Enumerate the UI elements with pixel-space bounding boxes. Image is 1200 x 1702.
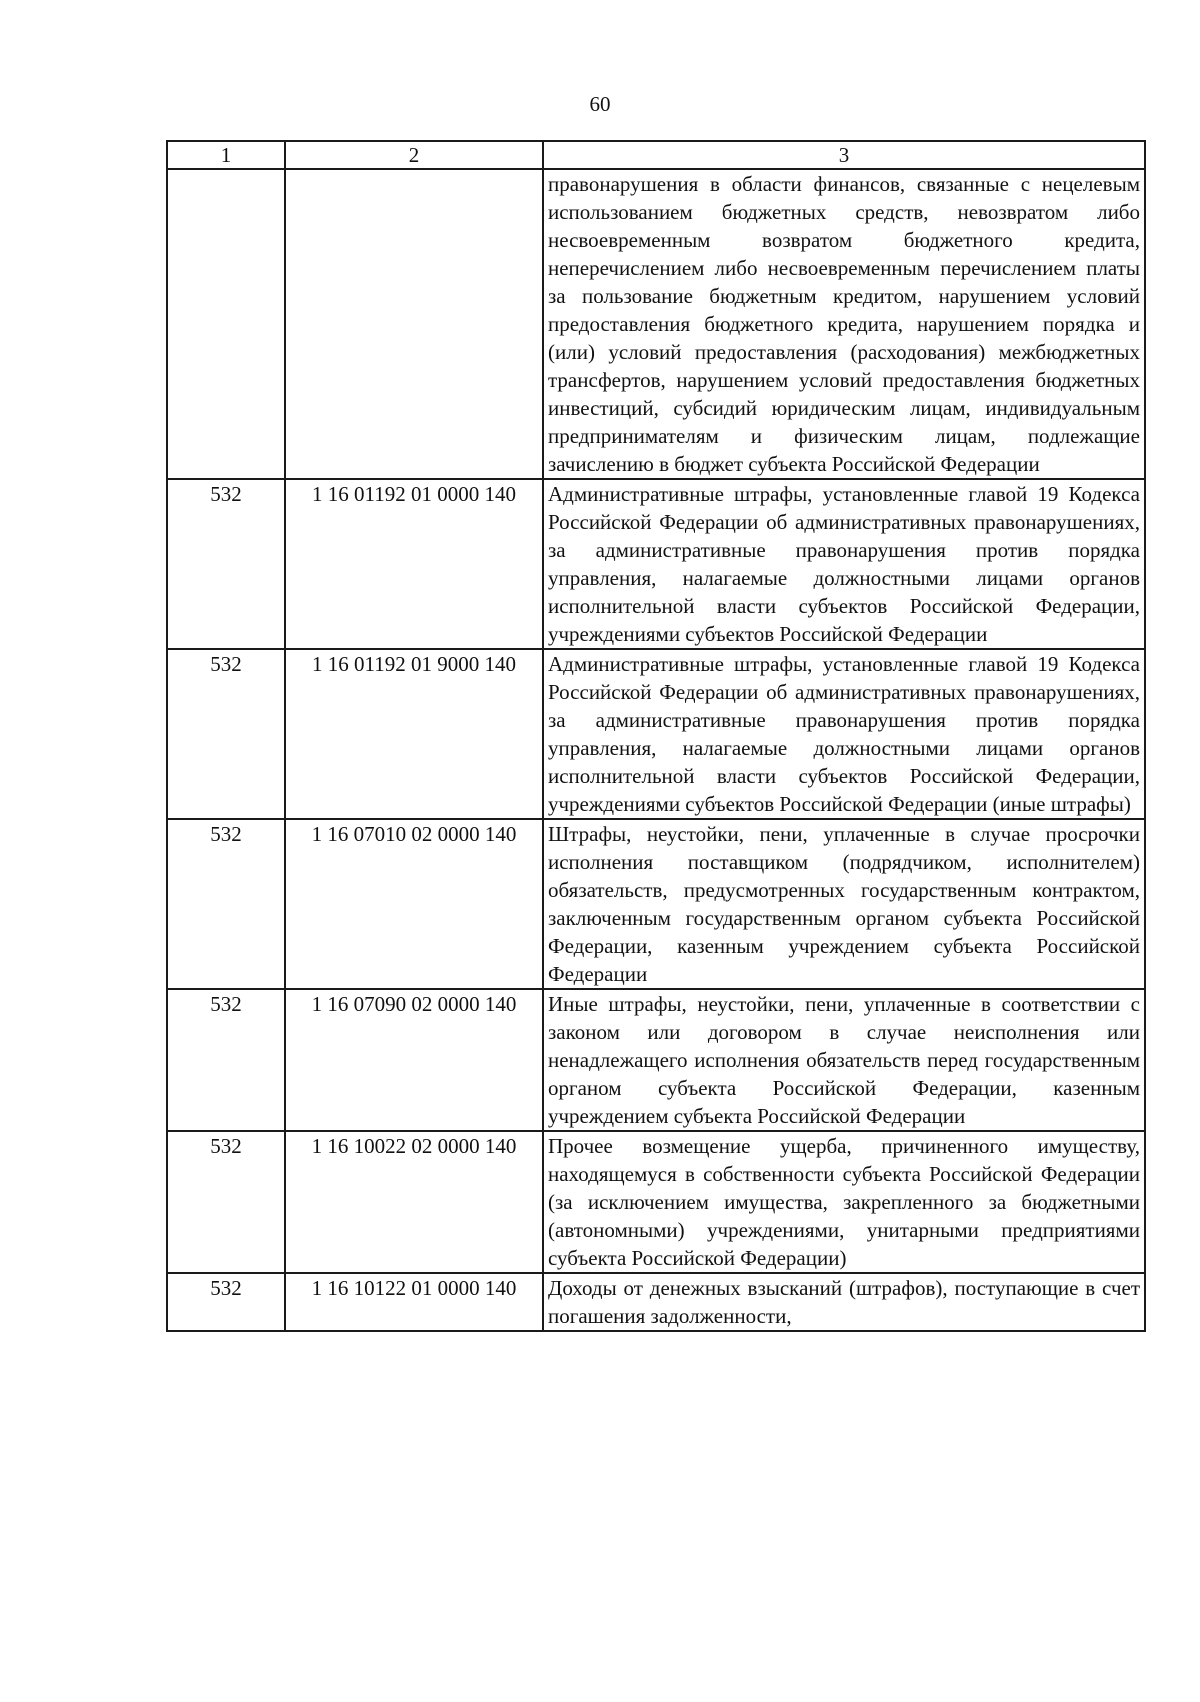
description-cell: Административные штрафы, установленные главой 19 Кодекса Российской Федерации об административных правонарушениях, за административные правонарушения против порядка управления, налагаемые должностными лицами органов исполнительной власти субъектов Российской Федерации, учреждениями субъектов Российской Федерации (иные штрафы) bbox=[543, 649, 1145, 819]
admin-cell: 532 bbox=[167, 1131, 285, 1273]
admin-cell bbox=[167, 169, 285, 479]
admin-cell: 532 bbox=[167, 819, 285, 989]
table-header-row bbox=[167, 141, 1145, 169]
description-cell bbox=[543, 1273, 1145, 1331]
code-cell: 1 16 07010 02 0000 140 bbox=[285, 819, 543, 989]
description-cell: Иные штрафы, неустойки, пени, уплаченные в соответствии с законом или договором в случае неисполнения или ненадлежащего исполнения обязательств перед государственным органом субъекта Российской Федерации, казенным учреждением субъекта Российской Федерации bbox=[543, 989, 1145, 1131]
budget-classification-table bbox=[166, 140, 1146, 1332]
table-row bbox=[167, 989, 1145, 1131]
description-cell: Штрафы, неустойки, пени, уплаченные в случае просрочки исполнения поставщиком (подрядчиком, исполнителем) обязательств, предусмотренных государственным контрактом, заключенным государственным органом субъекта Российской Федерации, казенным учреждением субъекта Российской Федерации bbox=[543, 819, 1145, 989]
description-cell: Прочее возмещение ущерба, причиненного имуществу, находящемуся в собственности субъекта Российской Федерации (за исключением имущества, закрепленного за бюджетными (автономными) учреждениями, унитарными предприятиями субъекта Российской Федерации) bbox=[543, 1131, 1145, 1273]
admin-cell: 532 bbox=[167, 479, 285, 649]
code-cell: 1 16 10122 01 0000 140 bbox=[285, 1273, 543, 1331]
table-row bbox=[167, 1131, 1145, 1273]
code-cell bbox=[285, 169, 543, 479]
description-text: Доходы от денежных взысканий (штрафов), поступающие в счет погашения задолженности, bbox=[548, 1276, 1140, 1328]
column-header-3: 3 bbox=[543, 141, 1145, 169]
description-cell: Административные штрафы, установленные главой 19 Кодекса Российской Федерации об административных правонарушениях, за административные правонарушения против порядка управления, налагаемые должностными лицами органов исполнительной власти субъектов Российской Федерации, учреждениями субъектов Российской Федерации bbox=[543, 479, 1145, 649]
code-cell: 1 16 01192 01 9000 140 bbox=[285, 649, 543, 819]
table-row-cutoff bbox=[167, 1273, 1145, 1331]
table-row bbox=[167, 819, 1145, 989]
code-cell: 1 16 07090 02 0000 140 bbox=[285, 989, 543, 1131]
admin-cell: 532 bbox=[167, 989, 285, 1131]
admin-cell: 532 bbox=[167, 1273, 285, 1331]
code-cell: 1 16 01192 01 0000 140 bbox=[285, 479, 543, 649]
column-header-2: 2 bbox=[285, 141, 543, 169]
table-row bbox=[167, 649, 1145, 819]
table-row bbox=[167, 479, 1145, 649]
code-cell: 1 16 10022 02 0000 140 bbox=[285, 1131, 543, 1273]
description-cell: правонарушения в области финансов, связанные с нецелевым использованием бюджетных средств, невозвратом либо несвоевременным возвратом бюджетного кредита, неперечислением либо несвоевременным перечислением платы за пользование бюджетным кредитом, нарушением условий предоставления бюджетного кредита, нарушением порядка и (или) условий предоставления (расходования) межбюджетных трансфертов, нарушением условий предоставления бюджетных инвестиций, субсидий юридическим лицам, индивидуальным предпринимателям и физическим лицам, подлежащие зачислению в бюджет субъекта Российской Федерации bbox=[543, 169, 1145, 479]
table-row-continuation bbox=[167, 169, 1145, 479]
admin-cell: 532 bbox=[167, 649, 285, 819]
page-number: 60 bbox=[589, 92, 611, 116]
column-header-1: 1 bbox=[167, 141, 285, 169]
